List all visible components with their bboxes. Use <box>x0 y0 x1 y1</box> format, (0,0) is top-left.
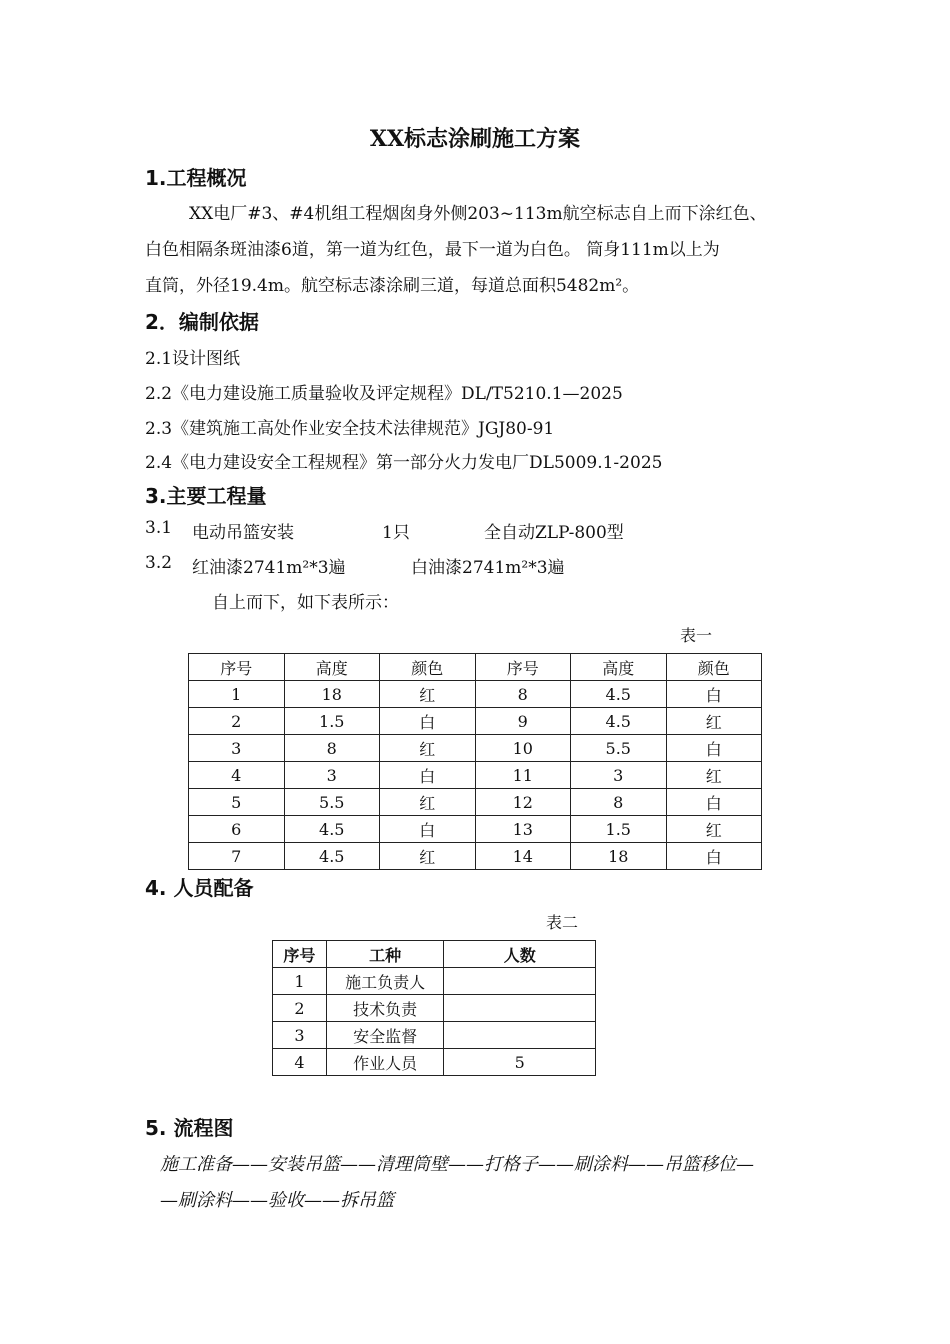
reference-item: 2.2《电力建设施工质量验收及评定规程》DL/T5210.1—2025 <box>145 384 623 404</box>
table-cell: 白 <box>666 681 762 708</box>
table-cell: 红 <box>380 681 476 708</box>
flow-line: —刷涂料——验收——拆吊篮 <box>160 1190 394 1211</box>
table-note: 自上而下，如下表所示： <box>212 593 399 613</box>
table-cell: 13 <box>475 816 571 843</box>
table-row <box>273 1022 596 1049</box>
flow-line: 施工准备——安装吊篮——清理筒壁——打格子——刷涂料——吊篮移位— <box>160 1154 754 1175</box>
table-cell <box>444 995 596 1022</box>
reference-item: 2.3《建筑施工高处作业安全技术法律规范》JGJ80-91 <box>145 419 555 439</box>
table-header-cell: 高度 <box>571 654 667 681</box>
table-row <box>189 843 762 870</box>
table-cell: 8 <box>284 735 380 762</box>
table-cell: 4 <box>273 1049 327 1076</box>
table-cell: 3 <box>273 1022 327 1049</box>
table-header-cell: 颜色 <box>666 654 762 681</box>
table-header-cell: 高度 <box>284 654 380 681</box>
table-header-cell: 颜色 <box>380 654 476 681</box>
section-4-heading: 4. 人员配备 <box>145 876 254 900</box>
quantity-item: 红油漆2741m²*3遍 <box>192 558 346 578</box>
table-cell: 1.5 <box>571 816 667 843</box>
table-cell: 1 <box>189 681 285 708</box>
table-header-cell: 序号 <box>273 941 327 968</box>
table-row <box>189 789 762 816</box>
table-header-cell: 序号 <box>189 654 285 681</box>
table-header-row <box>273 941 596 968</box>
table-cell: 18 <box>571 843 667 870</box>
table-cell: 安全监督 <box>326 1022 444 1049</box>
table-2-caption: 表二 <box>546 913 579 932</box>
section-3-heading: 3.主要工程量 <box>145 484 267 508</box>
table-cell: 14 <box>475 843 571 870</box>
table-cell: 白 <box>666 843 762 870</box>
paragraph-line: XX电厂#3、#4机组工程烟囱身外侧203~113m航空标志自上而下涂红色、 <box>189 204 767 224</box>
table-1-caption: 表一 <box>680 626 713 645</box>
table-cell: 8 <box>475 681 571 708</box>
table-row <box>189 735 762 762</box>
staffing-table <box>272 940 596 1076</box>
table-cell: 9 <box>475 708 571 735</box>
paragraph-line: 白色相隔条斑油漆6道，第一道为红色，最下一道为白色。 筒身111m以上为 <box>145 240 720 260</box>
section-1-heading: 1.工程概况 <box>145 166 247 190</box>
table-cell: 白 <box>380 762 476 789</box>
table-header-cell: 人数 <box>444 941 596 968</box>
table-cell: 红 <box>666 816 762 843</box>
table-cell: 4.5 <box>284 843 380 870</box>
table-cell: 白 <box>380 816 476 843</box>
reference-item: 2.1设计图纸 <box>145 349 241 369</box>
table-cell: 5 <box>444 1049 596 1076</box>
table-cell: 3 <box>189 735 285 762</box>
table-cell: 白 <box>666 735 762 762</box>
table-cell: 4.5 <box>284 816 380 843</box>
table-cell: 3 <box>284 762 380 789</box>
table-cell: 8 <box>571 789 667 816</box>
table-cell: 4 <box>189 762 285 789</box>
reference-item: 2.4《电力建设安全工程规程》第一部分火力发电厂DL5009.1-2025 <box>145 453 663 473</box>
section-1-paragraph <box>145 196 813 304</box>
table-row <box>273 995 596 1022</box>
table-cell: 5.5 <box>284 789 380 816</box>
table-cell: 白 <box>666 789 762 816</box>
table-cell: 红 <box>666 762 762 789</box>
table-row <box>273 1049 596 1076</box>
table-cell <box>444 968 596 995</box>
table-cell: 白 <box>380 708 476 735</box>
document-title: XX标志涂刷施工方案 <box>369 126 581 152</box>
table-row <box>189 708 762 735</box>
quantity-item: 电动吊篮安装 <box>192 523 294 543</box>
table-cell: 红 <box>666 708 762 735</box>
table-cell: 红 <box>380 735 476 762</box>
table-cell: 11 <box>475 762 571 789</box>
table-cell: 18 <box>284 681 380 708</box>
table-cell <box>444 1022 596 1049</box>
table-cell: 1.5 <box>284 708 380 735</box>
paragraph-line: 直筒，外径19.4m。航空标志漆涂刷三道，每道总面积5482m²。 <box>145 276 640 296</box>
table-cell: 5 <box>189 789 285 816</box>
quantity-amount: 1只 <box>382 523 410 543</box>
table-cell: 5.5 <box>571 735 667 762</box>
table-cell: 7 <box>189 843 285 870</box>
table-cell: 4.5 <box>571 681 667 708</box>
table-cell: 10 <box>475 735 571 762</box>
table-cell: 6 <box>189 816 285 843</box>
table-cell: 4.5 <box>571 708 667 735</box>
quantity-number: 3.2 <box>145 553 173 573</box>
table-cell: 施工负责人 <box>326 968 444 995</box>
section-5-heading: 5. 流程图 <box>145 1116 234 1140</box>
table-cell: 技术负责 <box>326 995 444 1022</box>
table-row <box>189 681 762 708</box>
table-cell: 1 <box>273 968 327 995</box>
table-row <box>189 762 762 789</box>
table-cell: 2 <box>273 995 327 1022</box>
quantity-spec: 白油漆2741m²*3遍 <box>411 558 565 578</box>
table-cell: 3 <box>571 762 667 789</box>
table-header-cell: 序号 <box>475 654 571 681</box>
table-row <box>273 968 596 995</box>
table-row <box>189 816 762 843</box>
table-cell: 2 <box>189 708 285 735</box>
table-cell: 红 <box>380 789 476 816</box>
quantity-spec: 全自动ZLP-800型 <box>484 523 624 543</box>
table-cell: 红 <box>380 843 476 870</box>
table-header-row <box>189 654 762 681</box>
section-2-heading: 2．编制依据 <box>145 310 259 334</box>
table-cell: 12 <box>475 789 571 816</box>
table-cell: 作业人员 <box>326 1049 444 1076</box>
quantity-number: 3.1 <box>145 518 173 538</box>
stripe-table <box>188 653 762 870</box>
table-header-cell: 工种 <box>326 941 444 968</box>
